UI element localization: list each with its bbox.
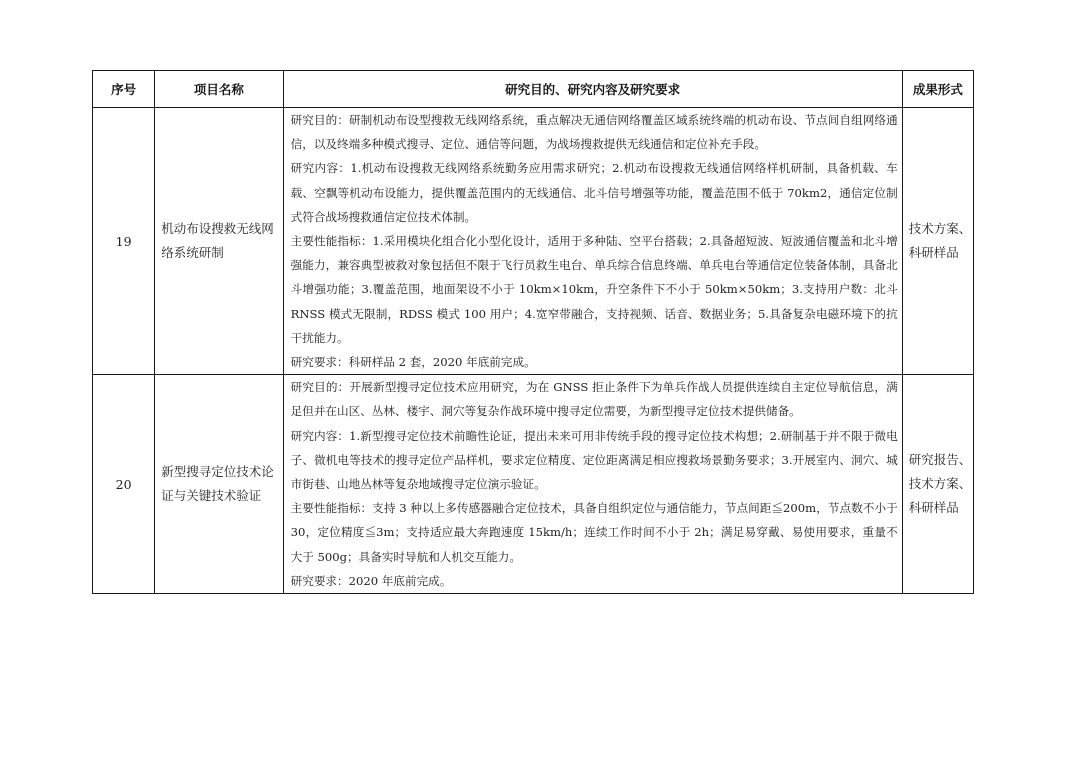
result-form-line: 技术方案、 [908, 221, 972, 237]
research-purpose-text: 研究目的：研制机动布设型搜救无线网络系统，重点解决无通信网络覆盖区域系统终端的机动布设、节点间自组网络通信，以及终端多种模式搜寻、定位、通信等问题，为战场搜救提供无线通信和定位补充手段。 [290, 113, 898, 152]
research-requirements-text: 研究要求：2020 年底前完成。 [290, 573, 452, 588]
result-form-line: 技术方案、 [908, 476, 972, 492]
performance-indicators-text: 主要性能指标：支持 3 种以上多传感器融合定位技术，具备自组织定位与通信能力，节点间距≦200m，节点数不小于 30，定位精度≦3m；支持适应最大奔跑速度 15km/h；连续工作时间不小于 2h；满足易穿戴、易使用要求，重量不大于 500g；具备实时导航和人机交互能力。 [290, 501, 898, 564]
result-form-cell [902, 108, 973, 375]
result-form-line: 研究报告、 [908, 452, 972, 468]
research-purpose-text: 研究目的：开展新型搜寻定位技术应用研究，为在 GNSS 拒止条件下为单兵作战人员提供连续自主定位导航信息，满足但并在山区、丛林、楼宇、洞穴等复杂作战环境中搜寻定位需要，为新型搜寻定位技术提供储备。 [290, 380, 898, 419]
serial-number-cell: 19 [93, 108, 155, 375]
table-header-row [93, 71, 974, 108]
table-row [93, 375, 974, 594]
result-form-cell [902, 375, 973, 594]
research-content-cell [283, 108, 902, 375]
header-result-form: 成果形式 [902, 71, 973, 108]
research-content-text: 研究内容：1.机动布设搜救无线网络系统勤务应用需求研究；2.机动布设搜救无线通信网络样机研制，具备机载、车载、空飘等机动布设能力，提供覆盖范围内的无线通信、北斗信号增强等功能，覆盖范围不低于 70km2，通信定位制式符合战场搜救通信定位技术体制。 [290, 161, 898, 224]
header-project-name: 项目名称 [155, 71, 283, 108]
research-content-cell [283, 375, 902, 594]
header-serial-number: 序号 [93, 71, 155, 108]
project-table [92, 70, 974, 594]
header-research-content: 研究目的、研究内容及研究要求 [283, 71, 902, 108]
serial-number-cell: 20 [93, 375, 155, 594]
project-name-cell: 机动布设搜救无线网络系统研制 [155, 108, 283, 375]
performance-indicators-text: 主要性能指标：1.采用模块化组合化小型化设计，适用于多种陆、空平台搭载；2.具备超短波、短波通信覆盖和北斗增强能力，兼容典型被救对象包括但不限于飞行员救生电台、单兵综合信息终端、单兵电台等通信定位装备体制，具备北斗增强功能；3.覆盖范围，地面架设不小于 10km×10km，升空条件下不小于 50km×50km；3.支持用户数：北斗 RNSS 模式无限制，RDSS 模式 100 用户；4.宽窄带融合，支持视频、话音、数据业务；5.具备复杂电磁环境下的抗干扰能力。 [290, 234, 898, 345]
project-name-cell: 新型搜寻定位技术论证与关键技术验证 [155, 375, 283, 594]
research-content-text: 研究内容：1.新型搜寻定位技术前瞻性论证，提出未来可用非传统手段的搜寻定位技术构想；2.研制基于并不限于微电子、微机电等技术的搜寻定位产品样机，要求定位精度、定位距离满足相应搜救场景勤务要求；3.开展室内、洞穴、城市街巷、山地丛林等复杂地域搜寻定位演示验证。 [290, 428, 898, 492]
result-form-line: 科研样品 [908, 500, 959, 516]
table-row [93, 108, 974, 375]
research-requirements-text: 研究要求：科研样品 2 套，2020 年底前完成。 [290, 355, 536, 370]
result-form-line: 科研样品 [908, 245, 959, 261]
